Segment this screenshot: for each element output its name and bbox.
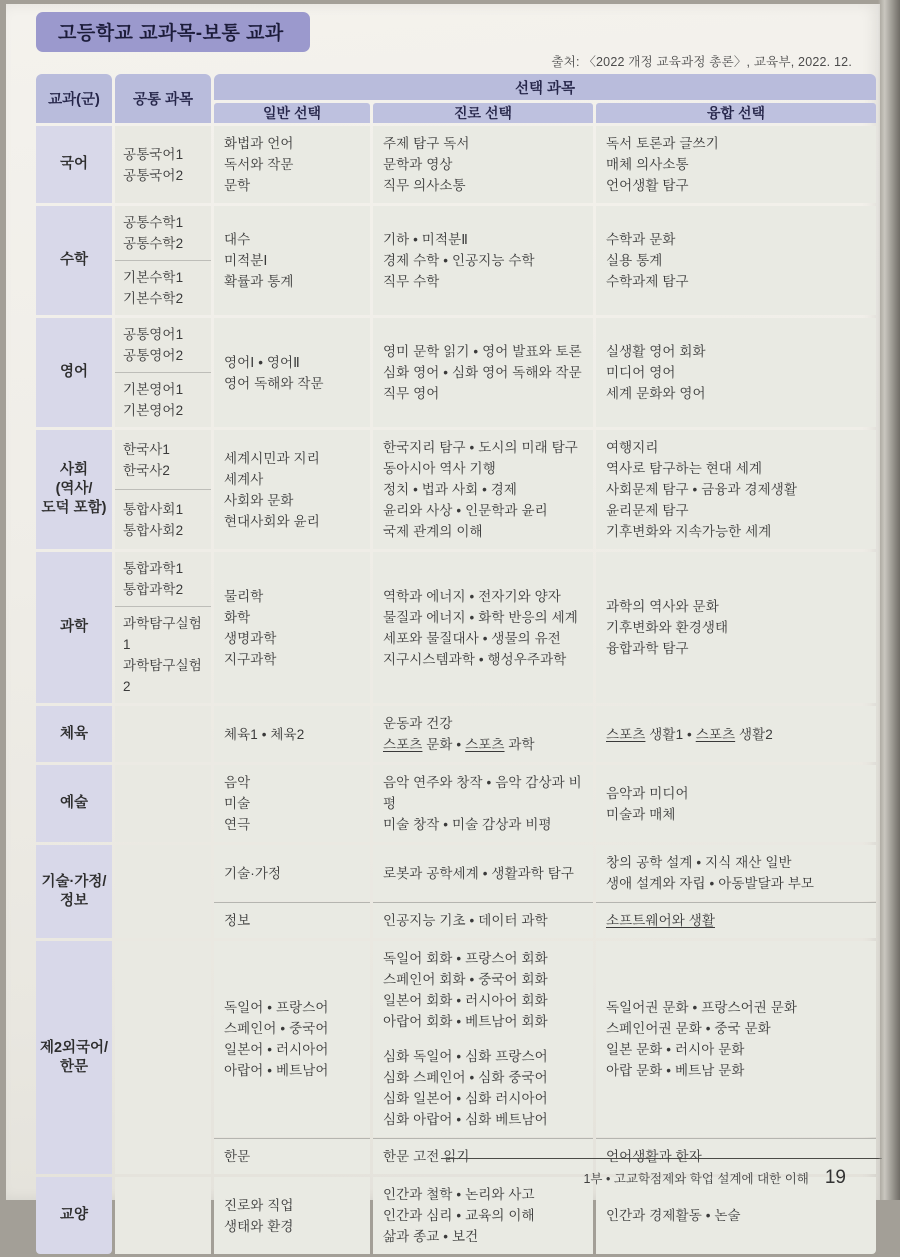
course-line: 인공지능 기초 • 데이터 과학 xyxy=(383,913,548,928)
subject-label-cell xyxy=(36,845,112,938)
elective-columns xyxy=(214,552,876,703)
elective-subrow xyxy=(214,706,876,762)
course-line: 국제 관계의 이해 xyxy=(383,524,483,539)
fusion-elective-cell xyxy=(596,845,876,901)
subject-label-cell xyxy=(36,318,112,427)
underlined-course-text: 소프트웨어와 생활 xyxy=(606,913,715,928)
course-line: 공통수학1 xyxy=(123,215,184,230)
table-row xyxy=(36,845,876,938)
underlined-course-text: 스포츠 xyxy=(606,726,646,742)
fusion-elective-cell xyxy=(596,706,876,762)
elective-columns xyxy=(214,706,876,762)
course-line: 음악 연주와 창작 • 음악 감상과 비평 xyxy=(383,775,582,811)
course-line: 언어생활 탐구 xyxy=(606,178,689,193)
subject-label-line: (역사/ xyxy=(55,481,93,497)
general-elective-cell xyxy=(214,845,370,901)
subject-label-line: 제2외국어/ xyxy=(39,1039,109,1056)
course-line: 기본수학1 xyxy=(123,270,184,285)
course-line: 수학과 문화 xyxy=(606,232,676,247)
general-elective-cell xyxy=(214,1177,370,1254)
page-edge-shadow xyxy=(878,0,900,1200)
footer-rule xyxy=(441,1158,882,1159)
fusion-elective-cell xyxy=(596,765,876,842)
course-line: 공통국어2 xyxy=(123,167,184,183)
course-line: 심화 아랍어 • 심화 베트남어 xyxy=(383,1112,548,1127)
subject-label-line: 도덕 포함) xyxy=(41,500,107,516)
course-line: 기술·가정 xyxy=(224,865,282,881)
course-line: 아랍어 회화 • 베트남어 회화 xyxy=(383,1014,548,1029)
course-line: 물질과 에너지 • 화학 반응의 세계 xyxy=(383,609,578,625)
course-line: 스페인어 회화 • 중국어 회화 xyxy=(383,972,548,987)
table-header xyxy=(36,74,876,123)
course-line: 공통영어1 xyxy=(123,327,184,342)
table-row xyxy=(36,552,876,703)
course-line: 생명과학 xyxy=(224,630,277,646)
textbook-page xyxy=(6,4,880,1244)
general-elective-cell xyxy=(214,902,370,938)
subject-label-line: 교양 xyxy=(59,1207,88,1223)
course-line: 주제 탐구 독서 xyxy=(383,136,470,151)
fusion-elective-cell xyxy=(596,552,876,703)
course-line: 문학과 영상 xyxy=(383,157,453,172)
elective-subrow xyxy=(214,318,876,427)
elective-subrow xyxy=(214,845,876,901)
course-line: 한문 고전 읽기 xyxy=(383,1149,470,1164)
course-line: 통합과학1 xyxy=(123,561,184,576)
header-career-elective: 진로 선택 xyxy=(373,103,593,123)
elective-subrow xyxy=(214,941,876,1137)
subject-label-cell xyxy=(36,706,112,762)
career-elective-cell xyxy=(373,706,593,762)
table-row xyxy=(36,318,876,427)
common-subject-group xyxy=(115,489,211,549)
elective-subrow xyxy=(214,765,876,842)
course-line: 지구과학 xyxy=(224,651,277,667)
course-line: 기본수학2 xyxy=(123,291,184,306)
career-elective-cell xyxy=(373,765,593,842)
common-subjects-cell xyxy=(115,706,211,762)
source-caption: 출처: 〈2022 개정 교육과정 총론〉, 교육부, 2022. 12. xyxy=(551,55,852,69)
common-subjects-cell xyxy=(115,430,211,549)
course-line: 생태와 환경 xyxy=(224,1218,294,1234)
course-line: 창의 공학 설계 • 지식 재산 일반 xyxy=(606,855,792,870)
elective-columns xyxy=(214,845,876,938)
table-row xyxy=(36,941,876,1174)
elective-subrow xyxy=(214,902,876,938)
general-elective-cell xyxy=(214,552,370,703)
course-line: 실용 통계 xyxy=(606,253,663,268)
course-line: 체육1 • 체육2 xyxy=(224,726,305,742)
table-row xyxy=(36,706,876,762)
general-elective-cell xyxy=(214,318,370,427)
course-line: 로봇과 공학세계 • 생활과학 탐구 xyxy=(383,865,575,881)
course-line: 통합과학2 xyxy=(123,582,184,597)
course-line: 일본어 • 러시아어 xyxy=(224,1042,329,1057)
curriculum-table xyxy=(36,74,876,1257)
course-line: 생애 설계와 자립 • 아동발달과 부모 xyxy=(606,876,815,891)
career-elective-cell xyxy=(373,1177,593,1254)
subject-label-line: 과학 xyxy=(59,619,88,635)
subject-label-cell xyxy=(36,430,112,549)
course-line: 운동과 건강 xyxy=(383,716,453,731)
course-line: 영미 문학 읽기 • 영어 발표와 토론 xyxy=(383,344,582,359)
course-line: 문학 xyxy=(224,178,251,193)
course-line: 세포와 물질대사 • 생물의 유전 xyxy=(383,630,561,646)
common-subjects-cell xyxy=(115,206,211,315)
course-line: 세계시민과 지리 xyxy=(224,450,320,466)
course-line: 공통영어2 xyxy=(123,348,184,363)
course-line: 한국사1 xyxy=(123,441,171,457)
common-subject-group xyxy=(115,126,211,203)
course-line: 역학과 에너지 • 전자기와 양자 xyxy=(383,588,561,604)
career-elective-cell xyxy=(373,430,593,549)
fusion-elective-cell xyxy=(596,941,876,1137)
header-fusion-elective: 융합 선택 xyxy=(596,103,876,123)
course-line: 독일어권 문화 • 프랑스어권 문화 xyxy=(606,1000,798,1015)
table-body xyxy=(36,126,876,1254)
course-line: 통합사회2 xyxy=(123,522,184,538)
course-line: 영어 독해와 작문 xyxy=(224,375,324,391)
fusion-elective-cell xyxy=(596,318,876,427)
general-elective-cell xyxy=(214,706,370,762)
course-line: 과학의 역사와 문화 xyxy=(606,599,719,614)
course-line: 윤리문제 탐구 xyxy=(606,503,689,518)
course-line: 미술과 매체 xyxy=(606,806,676,822)
course-line: 진로와 직업 xyxy=(224,1197,294,1213)
course-line: 한국사2 xyxy=(123,462,171,478)
elective-columns xyxy=(214,206,876,315)
elective-columns xyxy=(214,765,876,842)
elective-columns xyxy=(214,126,876,203)
course-line: 한국지리 탐구 • 도시의 미래 탐구 xyxy=(383,440,578,455)
course-line: 정보 xyxy=(224,913,251,928)
course-line: 화법과 언어 xyxy=(224,136,294,151)
header-common-subjects: 공통 과목 xyxy=(115,74,211,123)
common-subjects-cell xyxy=(115,552,211,703)
general-elective-cell xyxy=(214,941,370,1137)
course-line: 아랍어 • 베트남어 xyxy=(224,1063,329,1078)
course-line: 스포츠 생활1 • 스포츠 생활2 xyxy=(606,726,773,742)
page-title: 고등학교 교과목-보통 교과 xyxy=(36,12,310,52)
table-row xyxy=(36,765,876,842)
course-line: 일본 문화 • 러시아 문화 xyxy=(606,1042,745,1057)
career-elective-cell xyxy=(373,126,593,203)
course-line: 음악 xyxy=(224,775,251,790)
table-row xyxy=(36,126,876,203)
course-line: 인간과 심리 • 교육의 이해 xyxy=(383,1208,535,1223)
course-line: 지구시스템과학 • 행성우주과학 xyxy=(383,651,567,667)
course-line: 윤리와 사상 • 인문학과 윤리 xyxy=(383,503,548,518)
underlined-course-text: 스포츠 xyxy=(695,726,736,742)
common-subject-group xyxy=(115,206,211,260)
general-elective-cell xyxy=(214,430,370,549)
course-line: 미술 xyxy=(224,796,251,811)
general-elective-cell xyxy=(214,1138,370,1174)
course-line: 언어생활과 한자 xyxy=(606,1149,702,1164)
course-line: 공통수학2 xyxy=(123,236,184,251)
course-line: 스페인어 • 중국어 xyxy=(224,1021,329,1036)
subject-label-cell xyxy=(36,765,112,842)
course-line: 과학탐구실험2 xyxy=(123,658,202,694)
course-line: 심화 영어 • 심화 영어 독해와 작문 xyxy=(383,365,582,380)
course-line: 직무 수학 xyxy=(383,274,440,289)
career-elective-cell xyxy=(373,845,593,901)
course-line: 기후변화와 지속가능한 세계 xyxy=(606,524,772,539)
elective-subrow xyxy=(214,552,876,703)
course-line xyxy=(606,910,866,931)
table-row xyxy=(36,206,876,315)
course-line: 사회문제 탐구 • 금융과 경제생활 xyxy=(606,482,798,497)
fusion-elective-cell xyxy=(596,430,876,549)
course-line: 동아시아 역사 기행 xyxy=(383,461,496,476)
general-elective-cell xyxy=(214,206,370,315)
course-line: 독서와 작문 xyxy=(224,157,294,172)
fusion-elective-cell xyxy=(596,902,876,938)
general-elective-cell xyxy=(214,126,370,203)
course-line: 인간과 철학 • 논리와 사고 xyxy=(383,1187,535,1202)
subject-label-line: 국어 xyxy=(59,156,88,172)
common-subject-group xyxy=(115,372,211,427)
course-line: 물리학 xyxy=(224,588,264,604)
course-line: 확률과 통계 xyxy=(224,274,294,289)
course-line: 기본영어2 xyxy=(123,403,184,418)
course-line: 영어Ⅰ • 영어Ⅱ xyxy=(224,354,300,370)
common-subjects-cell xyxy=(115,1177,211,1254)
course-line: 심화 스페인어 • 심화 중국어 xyxy=(383,1070,548,1085)
course-line: 아랍 문화 • 베트남 문화 xyxy=(606,1063,745,1078)
general-elective-cell xyxy=(214,765,370,842)
course-line: 융합과학 탐구 xyxy=(606,641,689,656)
course-line: 기본영어1 xyxy=(123,382,184,397)
common-subject-group xyxy=(115,430,211,489)
course-line: 세계사 xyxy=(224,471,264,487)
elective-subrow xyxy=(214,206,876,315)
course-line: 기하 • 미적분Ⅱ xyxy=(383,232,468,247)
course-line: 일본어 회화 • 러시아어 회화 xyxy=(383,993,548,1008)
course-line: 스포츠 문화 • 스포츠 과학 xyxy=(383,737,535,752)
course-line: 통합사회1 xyxy=(123,501,184,517)
subject-label-line: 체육 xyxy=(59,725,88,742)
career-elective-cell xyxy=(373,206,593,315)
course-line: 음악과 미디어 xyxy=(606,785,689,801)
subject-label-cell xyxy=(36,126,112,203)
course-line: 공통국어1 xyxy=(123,146,184,162)
course-line: 수학과제 탐구 xyxy=(606,274,689,289)
course-line: 미적분Ⅰ xyxy=(224,253,268,268)
course-line: 미디어 영어 xyxy=(606,365,676,380)
common-subject-group xyxy=(115,606,211,703)
course-line: 여행지리 xyxy=(606,440,659,455)
header-general-elective: 일반 선택 xyxy=(214,103,370,123)
common-subject-group xyxy=(115,260,211,315)
subject-label-cell xyxy=(36,552,112,703)
course-line: 스페인어권 문화 • 중국 문화 xyxy=(606,1021,771,1036)
fusion-elective-cell xyxy=(596,206,876,315)
header-elective-subjects: 선택 과목 xyxy=(214,74,876,100)
career-elective-cell xyxy=(373,902,593,938)
elective-columns xyxy=(214,941,876,1174)
subject-label-line: 영어 xyxy=(59,364,88,380)
course-line: 사회와 문화 xyxy=(224,492,294,508)
course-line: 현대사회와 윤리 xyxy=(224,513,320,529)
underlined-course-text: 스포츠 xyxy=(383,737,423,752)
elective-columns xyxy=(214,430,876,549)
common-subjects-cell xyxy=(115,318,211,427)
header-subject-group: 교과(군) xyxy=(36,74,112,123)
subject-label-line: 예술 xyxy=(59,795,88,811)
career-elective-cell xyxy=(373,318,593,427)
course-line: 미술 창작 • 미술 감상과 비평 xyxy=(383,817,552,832)
course-line: 세계 문화와 영어 xyxy=(606,386,706,401)
course-line: 경제 수학 • 인공지능 수학 xyxy=(383,253,535,268)
course-line: 매체 의사소통 xyxy=(606,157,689,172)
fusion-elective-cell xyxy=(596,126,876,203)
subject-label-line: 수학 xyxy=(59,252,88,268)
common-subject-group xyxy=(115,552,211,606)
subject-label-line: 기술·가정/ xyxy=(41,873,107,890)
course-line: 삶과 종교 • 보건 xyxy=(383,1229,479,1244)
course-line: 정치 • 법과 사회 • 경제 xyxy=(383,482,518,497)
course-line: 직무 의사소통 xyxy=(383,178,466,193)
underlined-course-text: 스포츠 xyxy=(465,737,505,752)
elective-subrow xyxy=(214,126,876,203)
course-line: 한문 xyxy=(224,1149,251,1164)
subject-label-line: 사회 xyxy=(59,462,88,478)
course-line: 직무 영어 xyxy=(383,386,440,401)
common-subjects-cell xyxy=(115,126,211,203)
course-line xyxy=(383,1032,583,1046)
common-subject-group xyxy=(115,318,211,372)
course-line: 심화 독일어 • 심화 프랑스어 xyxy=(383,1049,548,1064)
common-subjects-cell xyxy=(115,845,211,938)
course-line: 독일어 • 프랑스어 xyxy=(224,1000,329,1015)
course-line: 과학탐구실험1 xyxy=(123,616,202,652)
course-line: 역사로 탐구하는 현대 세계 xyxy=(606,461,763,476)
subject-label-line: 정보 xyxy=(59,892,88,909)
course-line: 독일어 회화 • 프랑스어 회화 xyxy=(383,951,548,966)
subject-label-cell xyxy=(36,1177,112,1254)
career-elective-cell xyxy=(373,941,593,1137)
page-footer xyxy=(583,1167,846,1189)
subject-label-cell xyxy=(36,941,112,1174)
common-subjects-cell xyxy=(115,941,211,1174)
course-line: 대수 xyxy=(224,232,251,247)
course-line: 화학 xyxy=(224,609,251,625)
course-line: 독서 토론과 글쓰기 xyxy=(606,136,719,151)
career-elective-cell xyxy=(373,1138,593,1174)
course-line: 인간과 경제활동 • 논술 xyxy=(606,1208,741,1223)
subject-label-line: 한문 xyxy=(59,1058,88,1075)
course-line: 실생활 영어 회화 xyxy=(606,344,706,359)
elective-subrow xyxy=(214,430,876,549)
career-elective-cell xyxy=(373,552,593,703)
footer-section-title: 1부 • 고교학점제와 학업 설계에 대한 이해 xyxy=(583,1172,809,1186)
subject-label-cell xyxy=(36,206,112,315)
header-elective-subcolumns xyxy=(214,103,876,123)
elective-columns xyxy=(214,318,876,427)
table-row xyxy=(36,430,876,549)
common-subjects-cell xyxy=(115,765,211,842)
page-number: 19 xyxy=(824,1167,846,1188)
course-line: 심화 일본어 • 심화 러시아어 xyxy=(383,1091,548,1106)
course-line: 연극 xyxy=(224,817,251,832)
course-line: 기후변화와 환경생태 xyxy=(606,620,729,635)
